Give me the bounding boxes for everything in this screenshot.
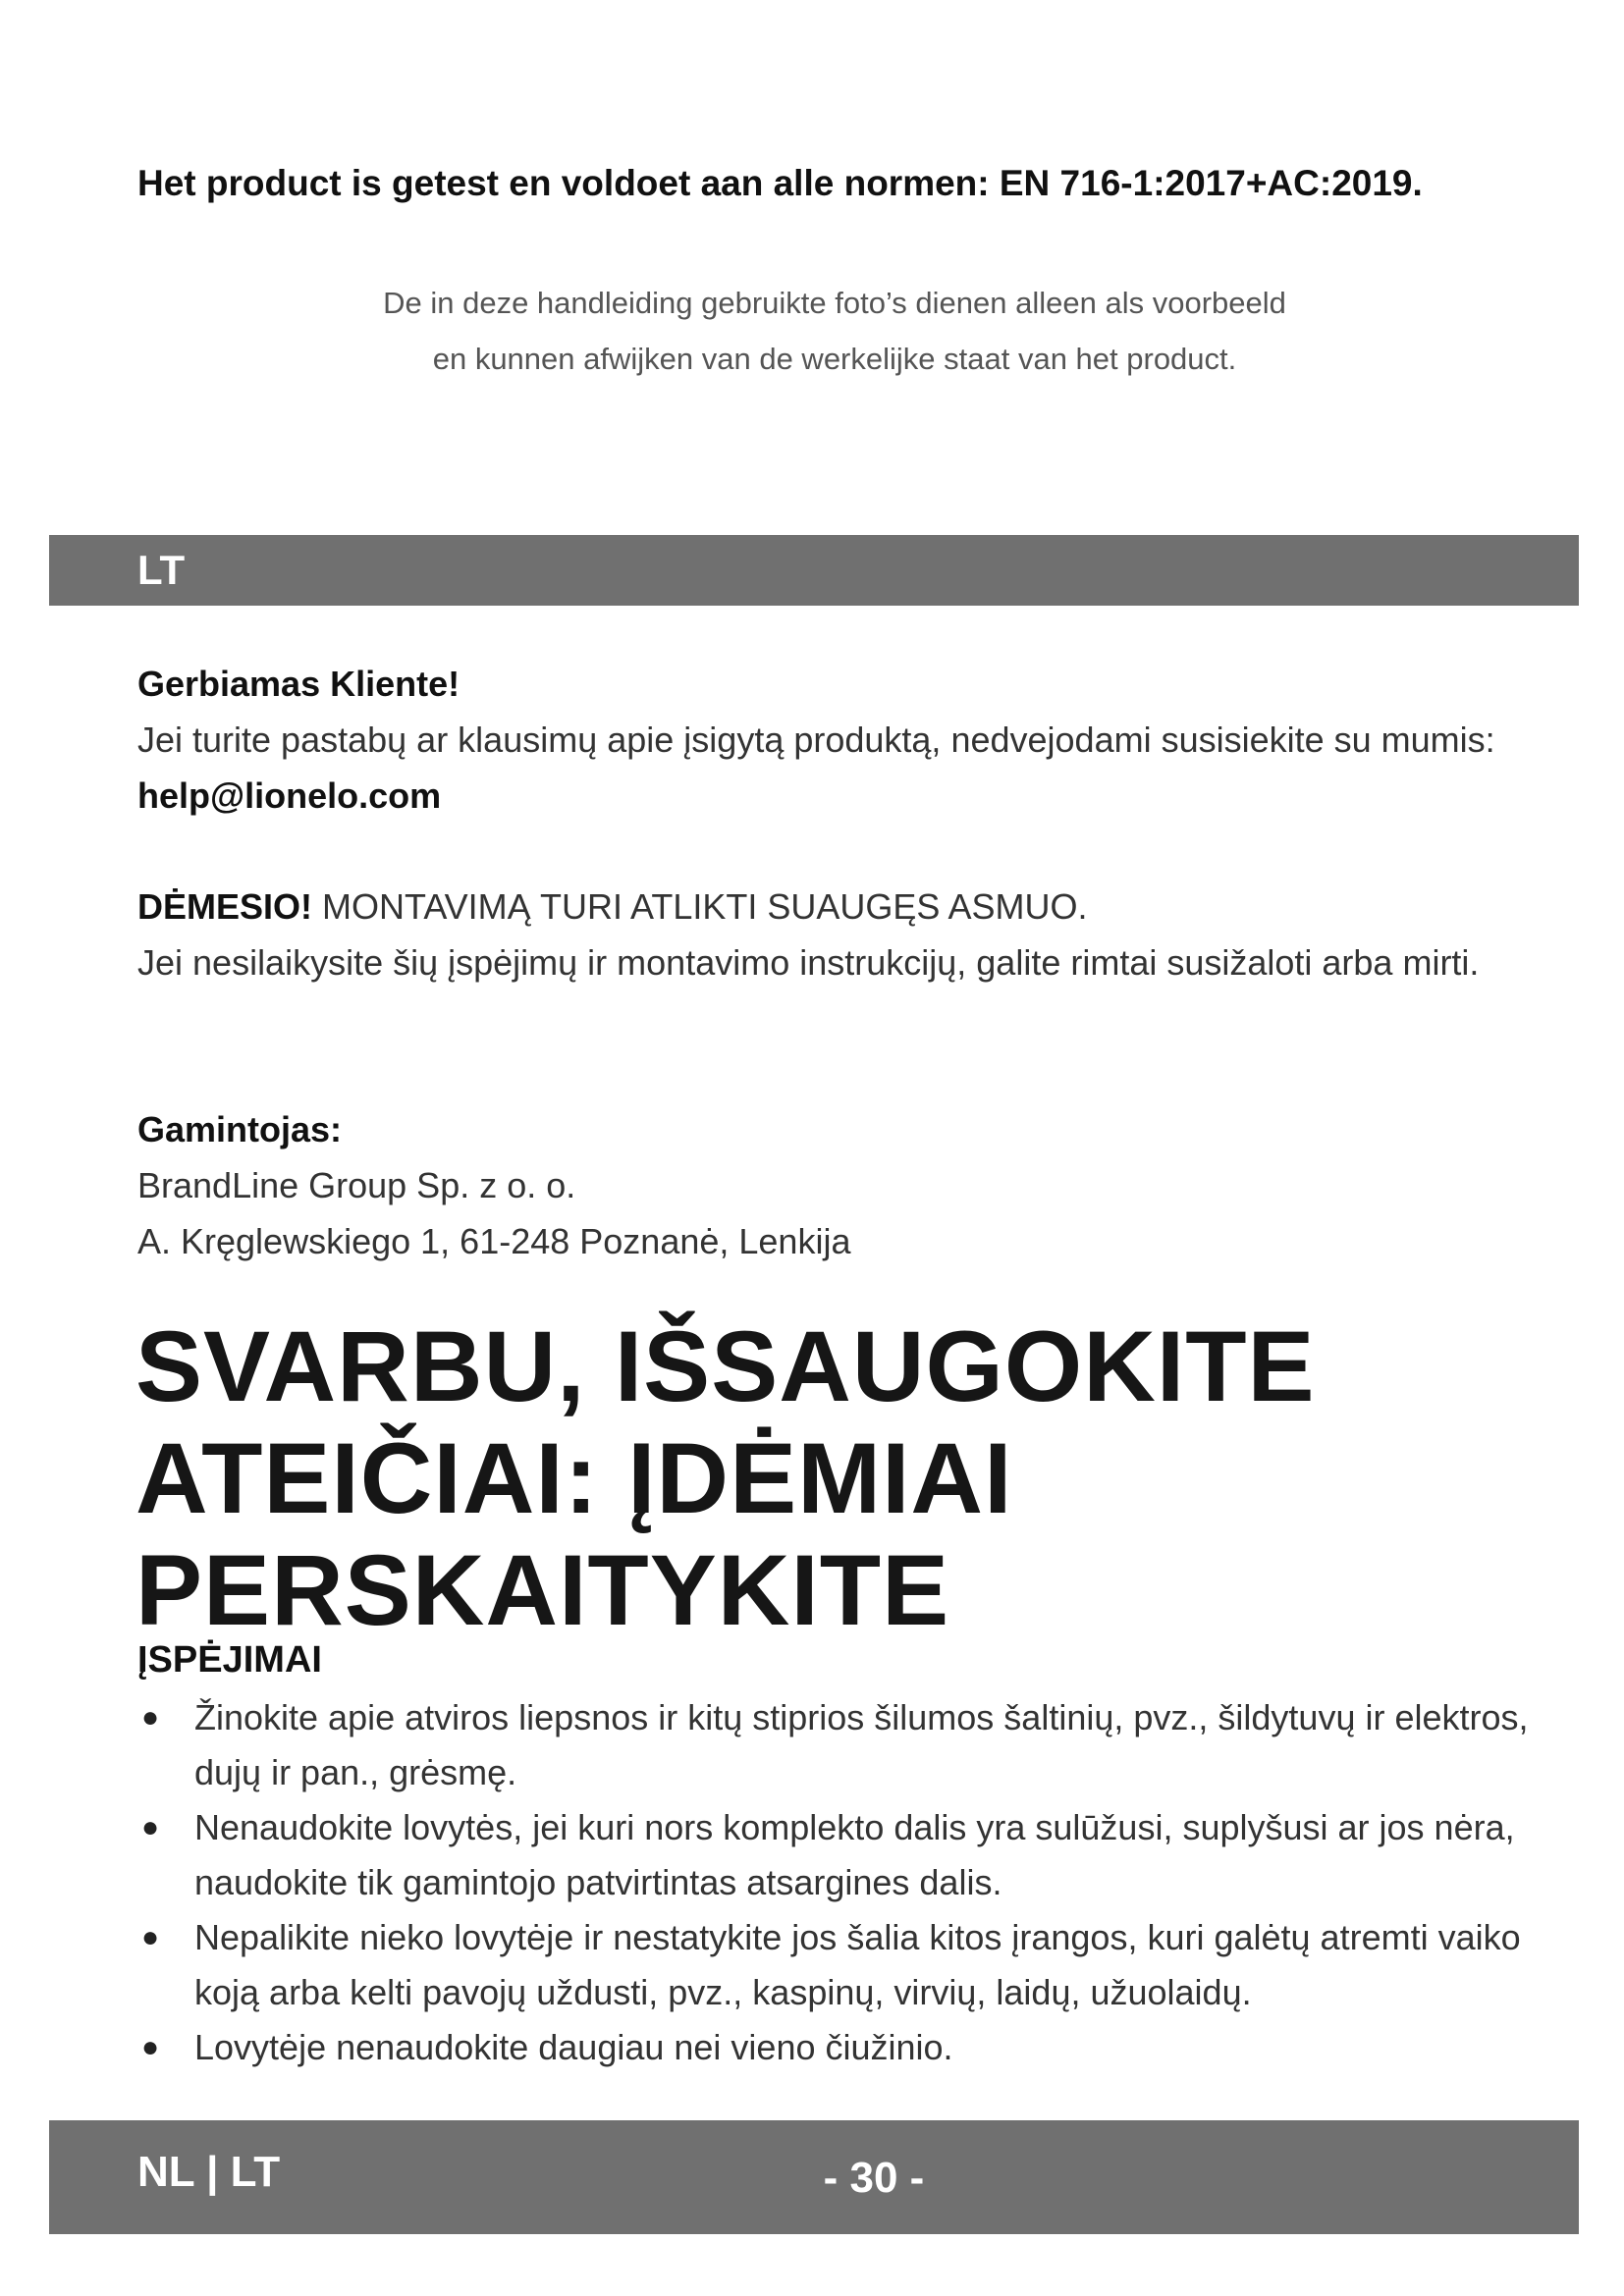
bullet-icon: ● — [141, 1701, 160, 1734]
warning-text: Nepalikite nieko lovytėje ir nestatykite jos šalia kitos įrangos, kuri galėtų atremti vaiko koją arba kelti pavojų uždusti, pvz., kaspinų, virvių, laidų, užuolaidų. — [194, 1917, 1521, 2012]
disclaimer-line-1: De in deze handleiding gebruikte foto’s dienen alleen als voorbeeld — [383, 286, 1286, 320]
list-item — [137, 1800, 1571, 1910]
important-title: SVARBU, IŠSAUGOKITE ATEIČIAI: ĮDĖMIAI PERSKAITYKITE — [135, 1310, 1316, 1646]
attention-label: DĖMESIO! — [137, 886, 313, 927]
attention-headline — [137, 879, 1532, 934]
attention-text: Jei nesilaikysite šių įspėjimų ir montavimo instrukcijų, galite rimtai susižaloti arba mirti. — [137, 942, 1480, 983]
page-number: - 30 - — [823, 2154, 925, 2202]
manufacturer-name: BrandLine Group Sp. z o. o. — [137, 1165, 576, 1205]
language-section-label: LT — [137, 547, 186, 593]
footer-bar — [49, 2120, 1579, 2234]
warning-text: Nenaudokite lovytės, jei kuri nors komplekto dalis yra sulūžusi, suplyšusi ar jos nėra, naudokite tik gamintojo patvirtintas atsargines dalis. — [194, 1807, 1515, 1902]
language-section-bar — [49, 535, 1579, 606]
bullet-icon: ● — [141, 1811, 160, 1843]
warning-text: Lovytėje nenaudokite daugiau nei vieno čiužinio. — [194, 2027, 953, 2067]
manufacturer-address: A. Kręglewskiego 1, 61-248 Poznanė, Lenkija — [137, 1221, 851, 1261]
list-item — [137, 1910, 1571, 2020]
photo-disclaimer — [196, 275, 1473, 387]
manufacturer-block — [137, 1101, 1532, 1269]
norm-statement: Het product is getest en voldoet aan alle normen: EN 716-1:2017+AC:2019. — [137, 163, 1423, 203]
list-item — [137, 1690, 1571, 1800]
bullet-icon: ● — [141, 1921, 160, 1953]
attention-block — [137, 879, 1532, 990]
attention-headline-text: MONTAVIMĄ TURI ATLIKTI SUAUGĘS ASMUO. — [312, 886, 1088, 927]
bullet-icon: ● — [141, 2031, 160, 2063]
warning-text: Žinokite apie atviros liepsnos ir kitų stiprios šilumos šaltinių, pvz., šildytuvų ir elektros, dujų ir pan., grėsmę. — [194, 1697, 1529, 1792]
warnings-heading: ĮSPĖJIMAI — [137, 1639, 322, 1681]
warnings-list — [137, 1690, 1571, 2075]
support-email-link[interactable]: help@lionelo.com — [137, 775, 442, 816]
footer-languages: NL | LT — [137, 2148, 281, 2196]
disclaimer-line-2: en kunnen afwijken van de werkelijke staat van het product. — [432, 342, 1237, 376]
greeting-title: Gerbiamas Kliente! — [137, 664, 460, 704]
greeting-block — [137, 656, 1532, 824]
greeting-body: Jei turite pastabų ar klausimų apie įsigytą produktą, nedvejodami susisiekite su mumis: — [137, 720, 1495, 760]
list-item — [137, 2020, 1571, 2075]
manufacturer-title: Gamintojas: — [137, 1109, 343, 1149]
greeting-text — [137, 712, 1532, 824]
